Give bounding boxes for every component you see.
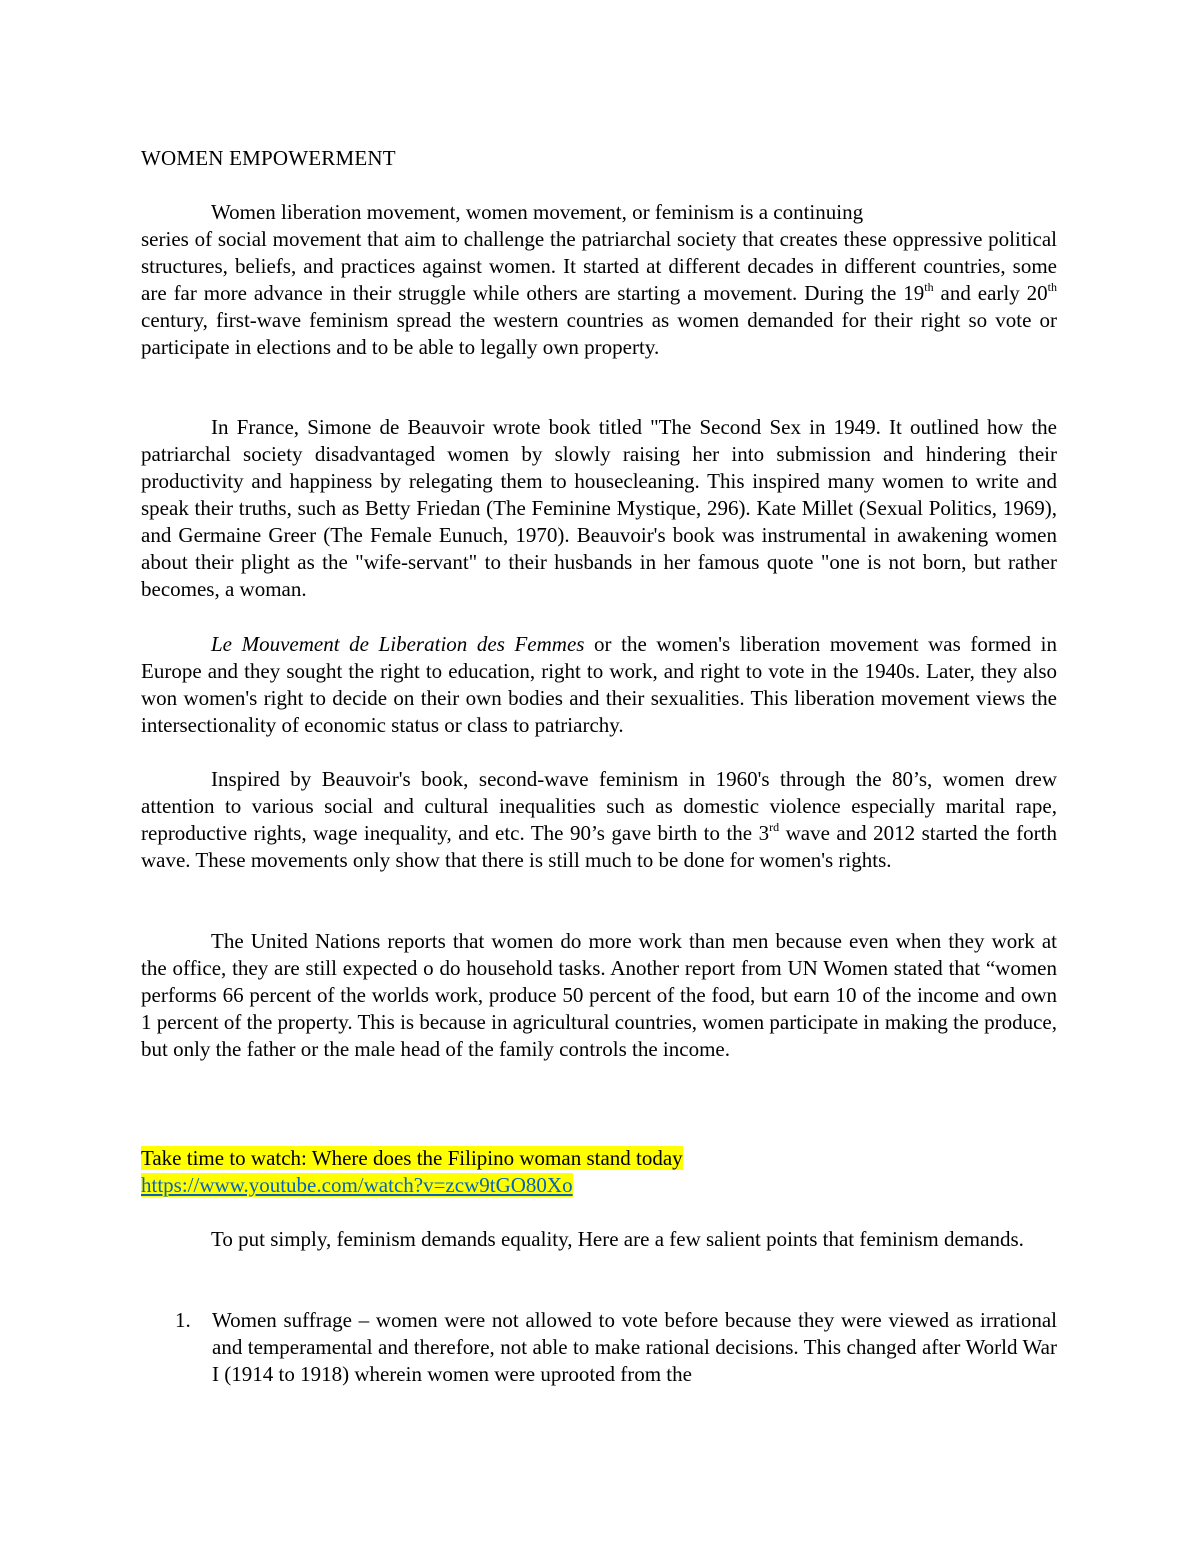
- superscript-rd: rd: [769, 820, 780, 834]
- paragraph-5: [141, 928, 1057, 1063]
- paragraph-4-text-b: wave and 2012 started the forth wave. These movements only show that there is still much to be done for women's rights.: [141, 821, 1057, 872]
- paragraph-2: [141, 414, 1057, 603]
- list-item-number: 1.: [175, 1308, 191, 1332]
- paragraph-1-text-b: and early 20: [933, 281, 1048, 305]
- paragraph-3: [141, 631, 1057, 739]
- paragraph-4: [141, 766, 1057, 874]
- paragraph-5-text: The United Nations reports that women do more work than men because even when they work at the office, they are still expected o do household tasks. Another report from UN Women stated that “women performs 66 percent of the worlds work, produce 50 percent of the food, but earn 10 of the income and own 1 percent of the property. This is because in agricultural countries, women participate in making the produce, but only the father or the male head of the family controls the income.: [141, 929, 1057, 1061]
- paragraph-6: [141, 1226, 1057, 1253]
- paragraph-3-italic: Le Mouvement de Liberation des Femmes: [211, 632, 585, 656]
- youtube-link[interactable]: https://www.youtube.com/watch?v=zcw9tGO80Xo: [141, 1173, 573, 1197]
- document-title: WOMEN EMPOWERMENT: [141, 146, 396, 170]
- paragraph-1: [141, 199, 1057, 361]
- paragraph-1-first-line: Women liberation movement, women movement, or feminism is a continuing: [211, 200, 864, 224]
- paragraph-4-text-a: Inspired by Beauvoir's book, second-wave feminism in 1960's through the 80’s, women drew attention to various social and cultural inequalities such as domestic violence especially marital rape, reproductive rights, wage inequality, and etc. The 90’s gave birth to the 3: [141, 767, 1057, 845]
- superscript-th-1: th: [924, 280, 934, 294]
- paragraph-1-text-c: century, first-wave feminism spread the western countries as women demanded for their right so vote or participate in elections and to be able to legally own property.: [141, 308, 1057, 359]
- watch-block: [141, 1145, 1057, 1199]
- superscript-th-2: th: [1047, 280, 1057, 294]
- paragraph-6-text: To put simply, feminism demands equality, Here are a few salient points that feminism demands.: [211, 1227, 1024, 1251]
- watch-label: Take time to watch: Where does the Filipino woman stand today: [141, 1146, 683, 1170]
- paragraph-3-text: or the women's liberation movement was formed in Europe and they sought the right to education, right to work, and right to vote in the 1940s. Later, they also won women's right to decide on their own bodies and their sexualities. This liberation movement views the intersectionality of economic status or class to patriarchy.: [141, 632, 1057, 737]
- demands-list: [141, 1307, 1057, 1388]
- paragraph-1-text-a: series of social movement that aim to challenge the patriarchal society that creates these oppressive political structures, beliefs, and practices against women. It started at different decades in different countries, some are far more advance in their struggle while others are starting a movement. During the 19: [141, 227, 1057, 305]
- list-item-text: Women suffrage – women were not allowed to vote before because they were viewed as irrational and temperamental and therefore, not able to make rational decisions. This changed after World War I (1914 to 1918) wherein women were uprooted from the: [212, 1308, 1057, 1386]
- paragraph-2-text: In France, Simone de Beauvoir wrote book titled "The Second Sex in 1949. It outlined how the patriarchal society disadvantaged women by slowly raising her into submission and hindering their productivity and happiness by relegating them to housecleaning. This inspired many women to write and speak their truths, such as Betty Friedan (The Feminine Mystique, 296). Kate Millet (Sexual Politics, 1969), and Germaine Greer (The Female Eunuch, 1970). Beauvoir's book was instrumental in awakening women about their plight as the "wife-servant" to their husbands in her famous quote "one is not born, but rather becomes, a woman.: [141, 415, 1057, 601]
- list-item: [141, 1307, 1057, 1388]
